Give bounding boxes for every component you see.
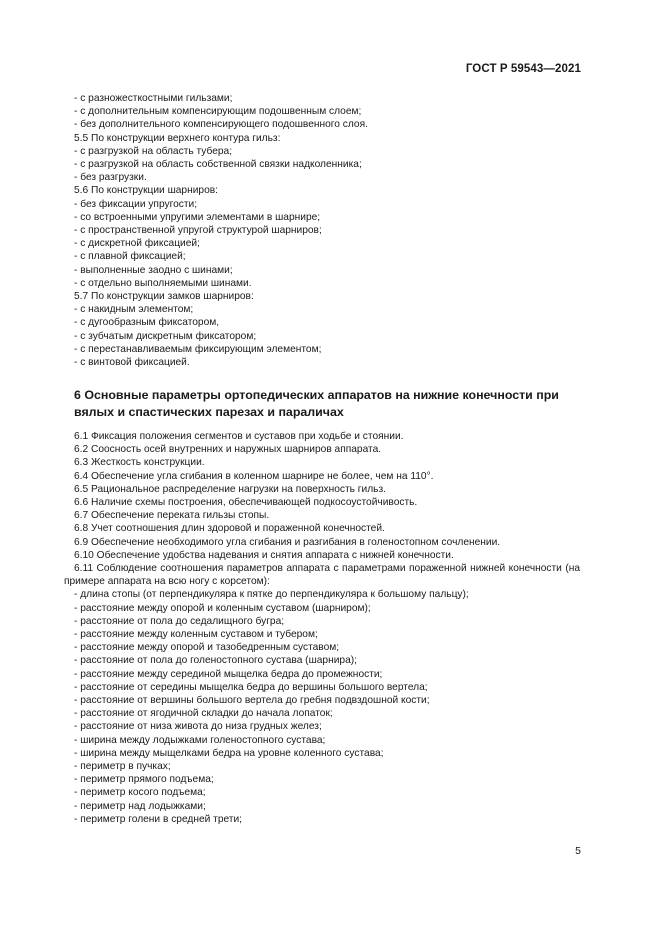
list-item: - периметр косого подъема; (74, 787, 206, 799)
list-item: - с пространственной упругой структурой шарниров; (74, 225, 322, 237)
list-item: - расстояние между опорой и тазобедренным суставом; (74, 642, 340, 654)
list-item: - периметр голени в средней трети; (74, 813, 242, 825)
list-item: 6.3 Жесткость конструкции. (74, 457, 205, 469)
list-item: 6.7 Обеспечение переката гильзы стопы. (74, 510, 270, 522)
list-item: 6.6 Наличие схемы построения, обеспечивающей подкосоустойчивость. (74, 497, 418, 509)
list-item: - ширина между мыщелками бедра на уровне коленного сустава; (74, 747, 384, 759)
list-item: 6.5 Рациональное распределение нагрузки на поверхность гильз. (74, 483, 386, 495)
list-item: - без дополнительного компенсирующего подошвенного слоя. (74, 119, 368, 131)
list-item: - расстояние от ягодичной складки до начала лопаток; (74, 708, 333, 720)
list-item: 5.6 По конструкции шарниров: (74, 185, 218, 197)
list-item: - с дугообразным фиксатором, (74, 317, 220, 329)
list-item: - ширина между лодыжками голеностопного сустава; (74, 734, 326, 746)
list-item: - расстояние от середины мыщелка бедра до вершины большого вертела; (74, 681, 428, 693)
list-item: - с разножесткостными гильзами; (74, 93, 233, 104)
list-item: 6.8 Учет соотношения длин здоровой и пораженной конечностей. (74, 523, 385, 535)
list-item: - периметр в пучках; (74, 761, 171, 773)
list-item: 5.5 По конструкции верхнего контура гильз: (74, 132, 281, 144)
list-item: 6.9 Обеспечение необходимого угла сгибания и разгибания в голеностопном сочленении. (74, 536, 501, 548)
list-item: - без разгрузки. (74, 172, 147, 184)
page-number: 5 (575, 845, 581, 857)
list-item: - расстояние между серединой мыщелка бедра до промежности; (74, 668, 383, 680)
list-item: - со встроенными упругими элементами в шарнире; (74, 211, 321, 223)
parameters-list (64, 430, 584, 826)
section-heading: 6 Основные параметры ортопедических аппаратов на нижние конечности при вялых и спастических парезах и параличах (74, 388, 559, 419)
list-item: - с накидным элементом; (74, 304, 194, 316)
list-item: - расстояние от пола до голеностопного сустава (шарнира); (74, 655, 357, 667)
list-item: 6.4 Обеспечение угла сгибания в коленном шарнире не более, чем на 110°. (74, 470, 434, 482)
list-item: - с отдельно выполняемыми шинами. (74, 277, 252, 289)
list-item: - с дискретной фиксацией; (74, 238, 200, 250)
list-item: 6.1 Фиксация положения сегментов и суставов при ходьбе и стоянии. (74, 431, 404, 442)
list-item: - с зубчатым дискретным фиксатором; (74, 330, 257, 342)
list-item: - расстояние от пола до седалищного бугра; (74, 615, 285, 627)
classification-list (64, 92, 584, 369)
list-item: - выполненные заодно с шинами; (74, 264, 233, 276)
list-item: - периметр прямого подъема; (74, 774, 214, 786)
list-item: - с дополнительным компенсирующим подошвенным слоем; (74, 106, 362, 118)
list-item: - расстояние между опорой и коленным суставом (шарниром); (74, 602, 371, 614)
paragraph-6-11: 6.11 Соблюдение соотношения параметров аппарата с параметрами пораженной нижней конечности (на примере аппарата на всю ногу с корсетом): (64, 563, 580, 588)
list-item: - с плавной фиксацией; (74, 251, 186, 263)
document-header: ГОСТ Р 59543—2021 (465, 63, 581, 75)
list-item: 6.2 Соосность осей внутренних и наружных шарниров аппарата. (74, 444, 382, 456)
list-item: 6.10 Обеспечение удобства надевания и снятия аппарата с нижней конечности. (74, 549, 454, 561)
list-item: - с перестанавливаемым фиксирующим элементом; (74, 343, 322, 355)
list-item: - с разгрузкой на область тубера; (74, 145, 233, 157)
list-item: - без фиксации упругости; (74, 198, 198, 210)
list-item: - расстояние от низа живота до низа грудных желез; (74, 721, 322, 733)
list-item: - расстояние между коленным суставом и тубером; (74, 629, 318, 641)
list-item: - расстояние от вершины большого вертела до гребня подвздошной кости; (74, 695, 430, 707)
list-item: - длина стопы (от перпендикуляра к пятке до перпендикуляра к большому пальцу); (74, 589, 469, 601)
list-item: - с разгрузкой на область собственной связки надколенника; (74, 159, 362, 171)
list-item: - с винтовой фиксацией. (74, 357, 190, 369)
list-item: 5.7 По конструкции замков шарниров: (74, 291, 254, 303)
list-item: - периметр над лодыжками; (74, 800, 206, 812)
